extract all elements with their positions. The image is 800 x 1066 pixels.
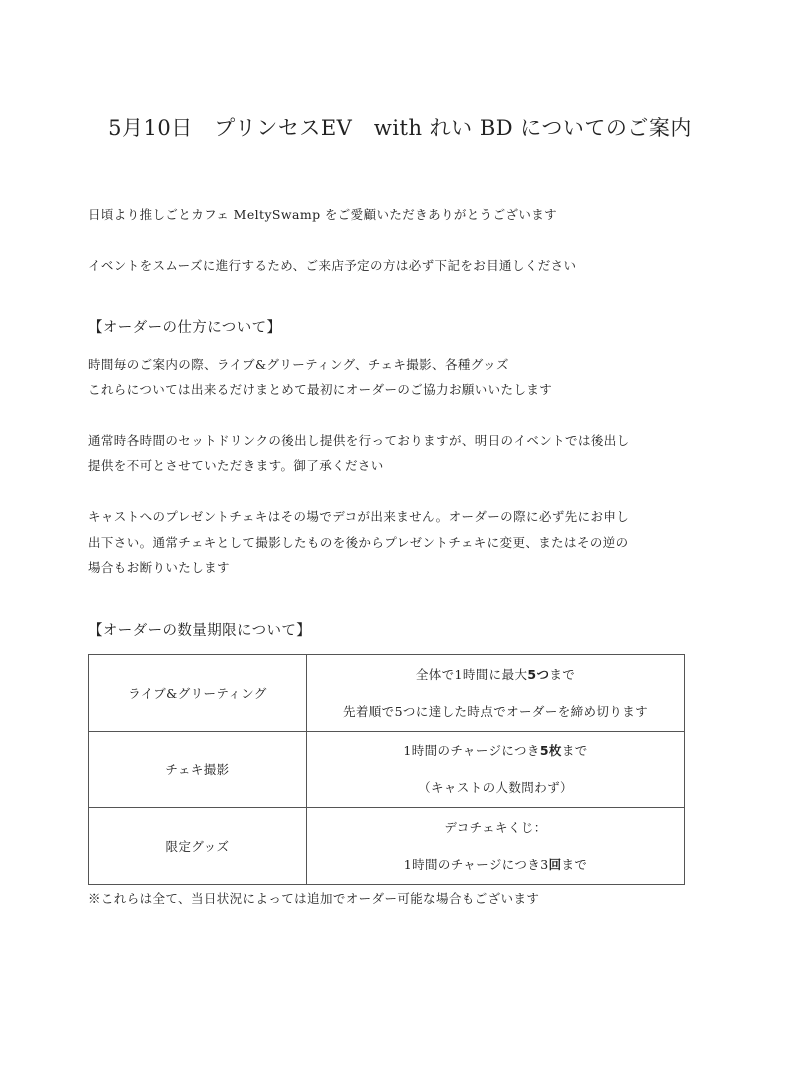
limits-section-heading: 【オーダーの数量期限について】 — [88, 623, 312, 639]
limit-cell — [307, 731, 685, 808]
order-para2-line2: 提供を不可とさせていただきます。御了承ください — [88, 458, 384, 473]
order-para3-line1: キャストへのプレゼントチェキはその場でデコが出来ません。オーダーの際に必ず先にお申し — [88, 509, 630, 524]
table-row — [89, 731, 685, 808]
page-title: 5月10日 プリンセスEV with れい BD についてのご案内 — [108, 116, 692, 140]
limit-cell — [307, 655, 685, 732]
limit-line: 全体で1時間に最大5つまで — [415, 666, 576, 682]
limit-line: デコチェキくじ： — [444, 820, 547, 836]
limit-line: 1時間のチャージにつき5枚まで — [403, 743, 588, 759]
table-row — [89, 808, 685, 885]
order-section-heading: 【オーダーの仕方について】 — [88, 320, 282, 336]
limits-footnote: ※これらは全て、当日状況によっては追加でオーダー可能な場合もございます — [88, 891, 540, 906]
limits-table — [88, 654, 685, 885]
intro-notice: イベントをスムーズに進行するため、ご来店予定の方は必ず下記をお目通しください — [88, 258, 577, 273]
table-row — [89, 655, 685, 732]
order-para1-line2: これらについては出来るだけまとめて最初にオーダーのご協力お願いいたします — [88, 382, 553, 397]
order-para1-line1: 時間毎のご案内の際、ライブ&グリーティング、チェキ撮影、各種グッズ — [88, 357, 509, 372]
category-cell: チェキ撮影 — [89, 731, 307, 808]
order-para3-line3: 場合もお断りいたします — [88, 560, 230, 575]
limit-cell — [307, 808, 685, 885]
limit-line: （キャストの人数問わず） — [418, 780, 573, 796]
order-para3-line2: 出下さい。通常チェキとして撮影したものを後からプレゼントチェキに変更、またはその逆の — [88, 535, 629, 550]
order-para2-line1: 通常時各時間のセットドリンクの後出し提供を行っておりますが、明日のイベントでは後出し — [88, 433, 630, 448]
category-cell: ライブ&グリーティング — [89, 655, 307, 732]
limit-line: 1時間のチャージにつき3回まで — [403, 857, 588, 873]
category-cell: 限定グッズ — [89, 808, 307, 885]
intro-greeting: 日頃より推しごとカフェ MeltySwamp をご愛顧いただきありがとうございます — [88, 207, 558, 222]
limit-line: 先着順で5つに達した時点でオーダーを締め切ります — [342, 703, 649, 719]
